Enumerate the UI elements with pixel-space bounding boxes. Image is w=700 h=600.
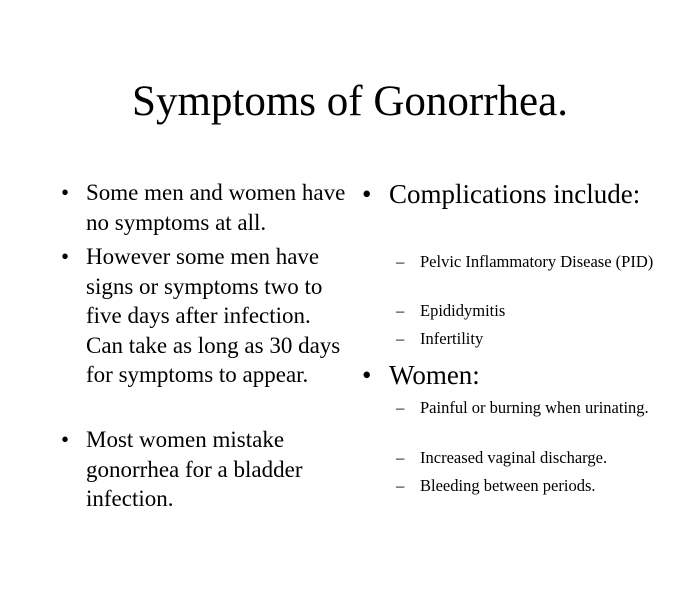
left-bullet-2-text: However some men have signs or symptoms two to five days after infection. Can take as long as 30 days for symptoms to appear. — [86, 244, 341, 387]
dash-icon: – — [396, 476, 405, 495]
complication-item — [396, 250, 670, 273]
left-bullet-1 — [61, 178, 346, 237]
women-symptom-item — [396, 474, 670, 497]
dash-icon: – — [396, 252, 405, 271]
left-bullet-3 — [61, 425, 346, 514]
complication-item-text: Epididymitis — [420, 301, 506, 320]
right-bullet-complications — [362, 177, 649, 212]
dash-icon: – — [396, 398, 405, 417]
bullet-icon: • — [61, 180, 70, 205]
left-bullet-3-text: Most women mistake gonorrhea for a bladder infection. — [86, 427, 303, 511]
women-symptom-item-text: Increased vaginal discharge. — [420, 448, 608, 467]
complication-item — [396, 299, 670, 322]
slide-title: Symptoms of Gonorrhea. — [132, 78, 568, 125]
right-bullet-complications-text: Complications include: — [389, 179, 641, 209]
bullet-icon: • — [61, 427, 70, 452]
bullet-icon: • — [362, 360, 372, 390]
dash-icon: – — [396, 329, 405, 348]
left-bullet-2 — [61, 242, 346, 390]
left-bullet-1-text: Some men and women have no symptoms at all. — [86, 180, 346, 235]
complication-item-text: Infertility — [420, 329, 484, 348]
bullet-icon: • — [362, 179, 372, 209]
dash-icon: – — [396, 448, 405, 467]
women-symptom-item-text: Painful or burning when urinating. — [420, 398, 649, 417]
bullet-icon: • — [61, 244, 70, 269]
dash-icon: – — [396, 301, 405, 320]
women-symptom-item — [396, 446, 670, 469]
women-symptom-item-text: Bleeding between periods. — [420, 476, 596, 495]
women-symptom-item — [396, 396, 670, 419]
right-bullet-women-text: Women: — [389, 360, 480, 390]
complication-item-text: Pelvic Inflammatory Disease (PID) — [420, 252, 654, 271]
complication-item — [396, 327, 670, 350]
right-bullet-women — [362, 358, 649, 393]
